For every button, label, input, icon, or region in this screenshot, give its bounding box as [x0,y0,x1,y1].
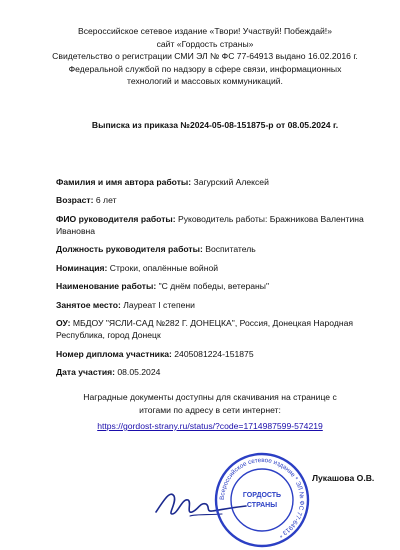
seal-stamp [212,450,312,550]
results-link-row [40,421,380,431]
field-value: 08.05.2024 [114,366,161,377]
signer-name: Лукашова О.В. [312,473,375,483]
field-value: 6 лет [93,195,117,206]
field-label: Номинация: [56,262,108,273]
field-work-title [56,280,374,292]
field-age [56,194,374,206]
field-label: Занятое место: [56,299,121,310]
field-label: Возраст: [56,195,94,206]
registration-certificate: Свидетельство о регистрации СМИ ЭЛ № ФС 77-64913 выдано 16.02.2016 г. [52,51,358,61]
field-label: ОУ: [56,317,71,328]
download-notice [40,391,380,416]
field-place [56,299,374,311]
fields-list [56,176,374,384]
registration-authority-line2: технологий и массовых коммуникаций. [127,76,283,86]
order-title: Выписка из приказа №2024-05-08-151875-р от 08.05.2024 г. [91,120,339,130]
header-block [40,25,370,88]
registration-authority-line1: Федеральной службой по надзору в сфере связи, информационных [68,63,342,74]
field-value: Воспитатель [202,244,256,255]
field-value: МБДОУ "ЯСЛИ-САД №282 Г. ДОНЕЦКА", Россия, Донецкая Народная Республика, город Донецк [56,317,354,341]
site-name: сайт «Гордость страны» [156,38,254,49]
field-author [56,176,374,188]
field-label: Дата участия: [56,366,115,377]
field-label: Номер диплома участника: [56,348,172,359]
download-notice-line1: Наградные документы доступны для скачивания на странице с [83,392,337,402]
download-notice-line2: итогами по адресу в сети интернет: [139,404,281,415]
field-value: Строки, опалённые войной [107,262,219,273]
seal-text-line2: СТРАНЫ [246,502,278,509]
field-value: Руководитель работы: Бражникова Валентина Ивановна [56,213,364,236]
seal-text-line1: ГОРДОСТЬ [242,492,282,499]
field-diploma-number [56,348,374,360]
field-value: Загурский Алексей [191,177,269,187]
seal-ring-text: Всероссийское сетевое издание * ЭЛ № ФС 77-64913 * [218,456,306,539]
field-organization [56,317,374,341]
field-label: Должность руководителя работы: [56,244,203,255]
field-label: ФИО руководителя работы: [56,213,176,224]
field-supervisor-position [56,243,374,255]
field-label: Наименование работы: [56,281,157,292]
publisher-name: Всероссийское сетевое издание «Твори! Участвуй! Побеждай!» [78,26,332,36]
field-value: 2405081224-151875 [171,348,254,359]
field-value: "С днём победы, ветераны" [156,281,270,292]
field-value: Лауреат I степени [120,299,195,310]
field-label: Фамилия и имя автора работы: [56,177,192,187]
field-supervisor [56,213,374,237]
field-nomination [56,262,374,274]
results-link[interactable]: https://gordost-strany.ru/status/?code=1714987599-574219 [97,421,323,431]
field-participation-date [56,366,374,378]
